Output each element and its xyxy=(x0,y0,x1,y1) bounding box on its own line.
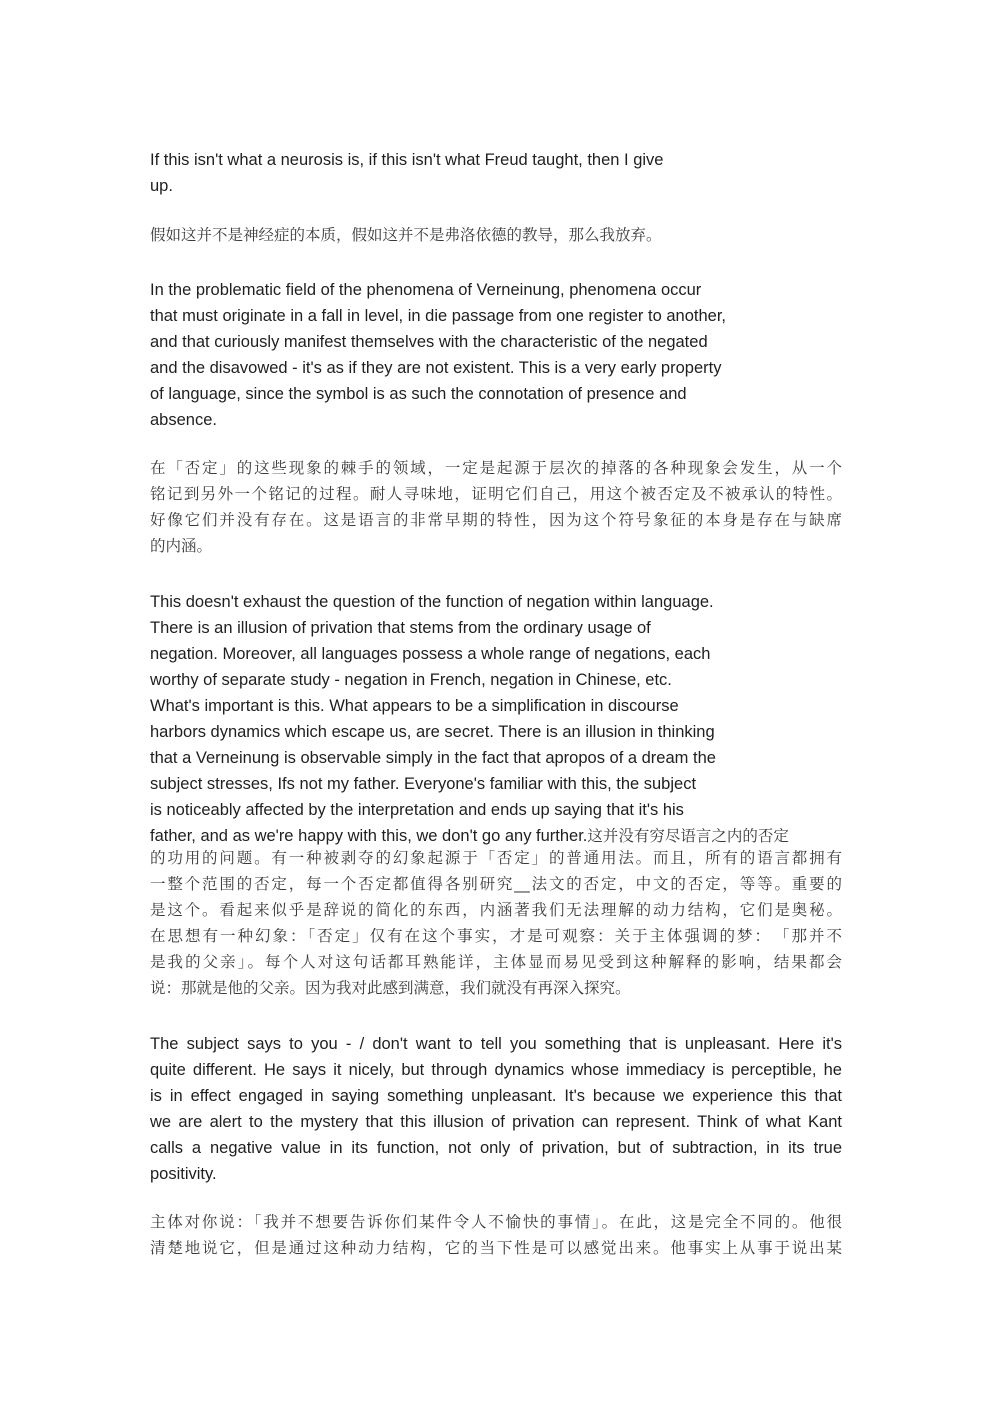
text-line: subject stresses, Ifs not my father. Everyone's familiar with this, the subject xyxy=(150,775,697,793)
paragraph-chinese-2 xyxy=(150,455,842,559)
text-line: harbors dynamics which escape us, are secret. There is an illusion in thinking xyxy=(150,723,715,741)
text-line: 在思想有一种幻象：「否定」仅有在这个事实，才是可观察：关于主体强调的梦： 「那并不 xyxy=(150,927,842,945)
text-line: of language, since the symbol is as such the connotation of presence and xyxy=(150,385,687,403)
text-line: is in effect engaged in saying something unpleasant. It's because we experience this that xyxy=(150,1087,842,1105)
text-line: 是这个。看起来似乎是辞说的简化的东西，内涵著我们无法理解的动力结构，它们是奥秘。 xyxy=(150,901,842,919)
paragraph-english-1 xyxy=(150,147,663,199)
paragraph-english-3 xyxy=(150,589,789,849)
text-line: 是我的父亲」。每个人对这句话都耳熟能详，主体显而易见受到这种解释的影响，结果都会 xyxy=(150,953,842,971)
text-line: we are alert to the mystery that this illusion of privation can represent. Think of what Kant xyxy=(150,1113,842,1131)
text-line: 主体对你说：「我并不想要告诉你们某件令人不愉快的事情」。在此，这是完全不同的。他很 xyxy=(150,1213,842,1231)
text-line: What's important is this. What appears to be a simplification in discourse xyxy=(150,697,679,715)
text-line: 的内涵。 xyxy=(150,537,213,555)
text-line: There is an illusion of privation that stems from the ordinary usage of xyxy=(150,619,651,637)
text-line: calls a negative value in its function, not only of privation, but of subtraction, in its true xyxy=(150,1139,842,1157)
text-line: 铭记到另外一个铭记的过程。耐人寻味地，证明它们自己，用这个被否定及不被承认的特性。 xyxy=(150,485,842,503)
text-line-chinese-part: 这并没有穷尽语言之内的否定 xyxy=(587,827,789,845)
text-line: and the disavowed - it's as if they are not existent. This is a very early property xyxy=(150,359,722,377)
text-line-english-part: father, and as we're happy with this, we don't go any further. xyxy=(150,827,588,845)
text-line: 一整个范围的否定，每一个否定都值得各别研究__法文的否定，中文的否定，等等。重要的 xyxy=(150,875,842,893)
text-line: worthy of separate study - negation in French, negation in Chinese, etc. xyxy=(150,671,672,689)
paragraph-english-2 xyxy=(150,277,726,433)
text-line: up. xyxy=(150,177,173,195)
text-line: that must originate in a fall in level, in die passage from one register to another, xyxy=(150,307,726,325)
paragraph-chinese-3 xyxy=(150,845,842,1001)
paragraph-chinese-4 xyxy=(150,1209,842,1261)
text-line: 在「否定」的这些现象的棘手的领域，一定是起源于层次的掉落的各种现象会发生，从一个 xyxy=(150,459,842,477)
text-line: absence. xyxy=(150,411,217,429)
text-line: 假如这并不是神经症的本质，假如这并不是弗洛依德的教导，那么我放弃。 xyxy=(150,226,662,244)
text-line: quite different. He says it nicely, but through dynamics whose immediacy is perceptible, he xyxy=(150,1061,842,1079)
text-line: This doesn't exhaust the question of the function of negation within language. xyxy=(150,593,714,611)
text-line: and that curiously manifest themselves with the characteristic of the negated xyxy=(150,333,708,351)
text-line: 好像它们并没有存在。这是语言的非常早期的特性，因为这个符号象征的本身是存在与缺席 xyxy=(150,511,842,529)
text-line: 的功用的问题。有一种被剥夺的幻象起源于「否定」的普通用法。而且，所有的语言都拥有 xyxy=(150,849,842,867)
paragraph-english-4 xyxy=(150,1031,842,1187)
paragraph-chinese-1 xyxy=(150,222,662,248)
text-line: If this isn't what a neurosis is, if this isn't what Freud taught, then I give xyxy=(150,151,664,169)
text-line: positivity. xyxy=(150,1165,217,1183)
text-line: 说：那就是他的父亲。因为我对此感到满意，我们就没有再深入探究。 xyxy=(150,979,631,997)
text-line: is noticeably affected by the interpretation and ends up saying that it's his xyxy=(150,801,684,819)
text-line: In the problematic field of the phenomena of Verneinung, phenomena occur xyxy=(150,281,702,299)
text-line: that a Verneinung is observable simply in the fact that apropos of a dream the xyxy=(150,749,716,767)
text-line: negation. Moreover, all languages possess a whole range of negations, each xyxy=(150,645,711,663)
text-line: 清楚地说它，但是通过这种动力结构，它的当下性是可以感觉出来。他事实上从事于说出某 xyxy=(150,1239,842,1257)
text-line: The subject says to you - / don't want to tell you something that is unpleasant. Here it's xyxy=(150,1035,842,1053)
